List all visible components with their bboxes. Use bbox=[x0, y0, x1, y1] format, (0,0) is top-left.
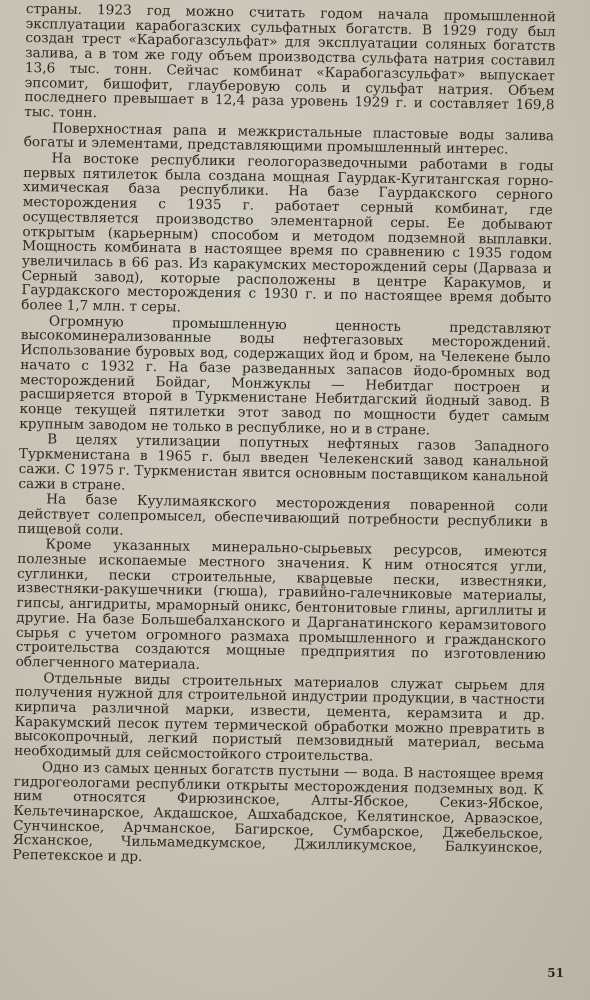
paragraph-carbon-black: В целях утилизации попутных нефтяных газов Западного Туркменистана в 1965 г. был введен Челекенский завод канальной сажи. С 1975 г. Туркменистан явится основным поставщиком канальной сажи в стране. bbox=[18, 431, 550, 494]
paragraph-local-minerals: Кроме указанных минерально-сырьевых ресурсов, имеются полезные ископаемые местного значения. К ним относятся угли, суглинки, пески строительные, кварцевые пески, известняки, известняки-ракушечники (гюша), гравийно-галечниковые материалы, гипсы, ангидриты, мраморный оникс, бентонитовые глины, аргиллиты и другие. На базе Большебалханского и Дарганатинского керамзитового сырья с учетом огромного размаха промышленного и гражданского строительства создаются мощные предприятия по изготовлению облегченного материала. bbox=[15, 536, 548, 673]
paragraph-sulfur-deposits: На востоке республики геологоразведочными работами в годы первых пятилеток была создана мощная Гаурдак-Кугитангская горно-химическая база республики. На базе Гаурдакского серного месторождения с 1935 г. работает серный комбинат, где осуществляется производство элементарной серы. Ее добывают открытым (карьерным) способом и методом подземной выплавки. Мощность комбината в настоящее время по сравнению с 1935 годом увеличилась в 66 раз. Из каракумских месторождений серы (Дарваза и Серный завод), которые расположены в центре Каракумов, и Гаурдакского месторождения с 1930 г. и по настоящее время добыто более 1,7 млн. т серы. bbox=[21, 150, 554, 316]
page-number: 51 bbox=[547, 966, 564, 980]
paragraph-groundwater: Одно из самых ценных богатств пустыни — вода. В настоящее время гидрогеологами республики открыты месторождения подземных вод. К ним относятся Фирюзинское, Алты-Ябское, Секиз-Ябское, Кельтечинарское, Акдашское, Ашхабадское, Келятинское, Арваэское, Сунчинское, Арчманское, Багирское, Сумбарское, Джебельское, Ясханское, Чильмамедкумское, Джилликумское, Балкуинское, Репетекское и др. bbox=[12, 759, 545, 866]
paragraph-building-materials: Отдельные виды строительных материалов служат сырьем для получения нужной для строительной индустрии продукции, в частности кирпича различной марки, извести, цемента, керамзита и др. Каракумский песок путем термической обработки можно превратить в высокопрочный, легкий пористый пемзовидный материал, весьма необходимый для сейсмостойкого строительства. bbox=[14, 669, 546, 765]
paragraph-salt-field: На базе Куулимаякского месторождения поваренной соли действует солепромысел, обеспечивающий потребности республики в пищевой соли. bbox=[17, 491, 549, 539]
text-body bbox=[12, 2, 555, 871]
paragraph-sulfate-history: страны. 1923 год можно считать годом начала промышленной эксплуатации карабогазских сульфатных богатств. В 1929 году был создан трест «Карабогазсульфат» для эксплуатации соляных богатств залива, а в том же году объем производства сульфата натрия составил 13,6 тыс. тонн. Сейчас комбинат «Карабогазсульфат» выпускает эпсомит, бишофит, глауберовую соль и сульфат натрия. Объем последнего превышает в 12,4 раза уровень 1929 г. и составляет 169,8 тыс. тонн. bbox=[24, 1, 556, 122]
paragraph-surface-brine: Поверхностная рапа и межкристальные пластовые воды залива богаты и элементами, представляющими промышленный интерес. bbox=[23, 120, 555, 158]
paragraph-mineralized-waters: Огромную промышленную ценность представляют высокоминерализованные воды нефтегазовых месторождений. Использование буровых вод, содержащих йод и бром, на Челекене было начато с 1932 г. На базе разведанных запасов йодо-бромных вод месторождений Бойдаг, Монжуклы — Небитдаг построен и расширяется второй в Туркменистане Небитдагский йодный завод. В конце текущей пятилетки этот завод по мощности будет самым крупным заводом не только в республике, но и в стране. bbox=[19, 313, 552, 439]
